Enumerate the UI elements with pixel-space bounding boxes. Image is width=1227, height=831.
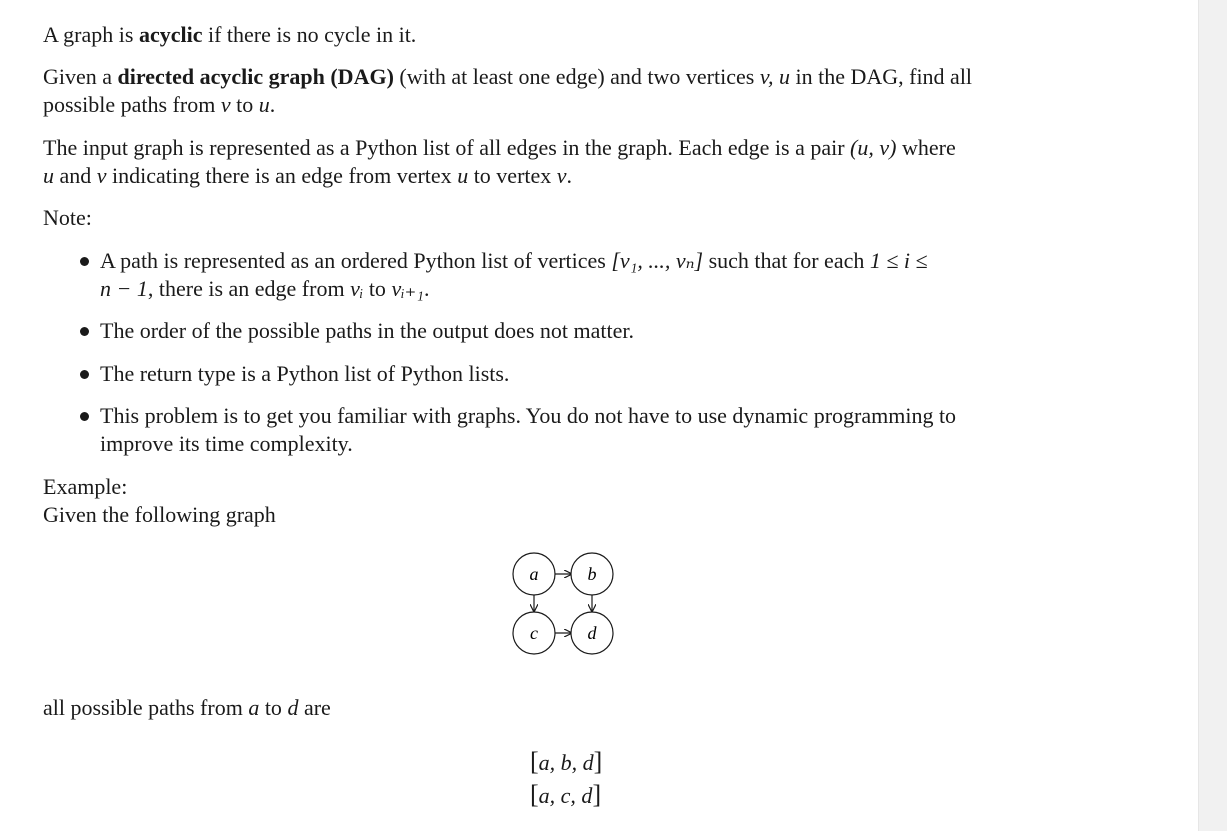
- math: vᵢ: [350, 276, 364, 301]
- dag-graph: [510, 552, 620, 656]
- text: .: [423, 276, 430, 301]
- text: are: [298, 695, 331, 720]
- list-item: [100, 360, 1085, 388]
- math: u: [43, 163, 54, 188]
- example-given: Given the following graph: [43, 502, 276, 527]
- term-dag: directed acyclic graph (DAG): [117, 64, 394, 89]
- bracket: [: [530, 747, 539, 776]
- list-item-line: improve its time complexity.: [100, 431, 353, 456]
- node-d-label: d: [587, 623, 597, 643]
- math: n − 1: [100, 276, 148, 301]
- bullet-icon: [80, 370, 89, 379]
- math: [v₁, ..., vₙ]: [611, 248, 704, 273]
- path-row: [530, 745, 650, 778]
- text: A path is represented as an ordered Python list of vertices: [100, 248, 612, 273]
- text: such that for each: [703, 248, 870, 273]
- math: v, u: [759, 64, 790, 89]
- bracket: [: [530, 780, 539, 809]
- paragraph-acyclic-definition: [43, 21, 1088, 49]
- note-label: Note:: [43, 205, 92, 230]
- math: 1 ≤ i ≤: [869, 248, 928, 273]
- list-item-line: This problem is to get you familiar with graphs. You do not have to use dynamic programming to: [100, 403, 957, 428]
- math: vᵢ₊₁: [391, 276, 424, 301]
- math: (u, v): [850, 135, 897, 160]
- text: Given a: [43, 64, 118, 89]
- example-label: Example:: [43, 474, 128, 499]
- text: .: [269, 92, 276, 117]
- node-b-label: b: [587, 564, 597, 584]
- bullet-icon: [80, 327, 89, 336]
- path-vertices: a, c, d: [538, 783, 593, 808]
- list-item: [100, 247, 1085, 303]
- path-vertices: a, b, d: [538, 750, 594, 775]
- text: all possible paths from: [43, 695, 249, 720]
- list-item-line: [100, 247, 1085, 275]
- math: a: [248, 695, 260, 720]
- math: v: [556, 163, 567, 188]
- text: to: [230, 92, 259, 117]
- text: to vertex: [468, 163, 557, 188]
- path-list: [530, 745, 650, 811]
- node-c-label: c: [530, 623, 538, 643]
- bullet-icon: [80, 257, 89, 266]
- bracket: ]: [593, 747, 603, 776]
- text: indicating there is an edge from vertex: [106, 163, 458, 188]
- math: u: [258, 92, 270, 117]
- text: (with at least one edge) and two vertices: [393, 64, 760, 89]
- list-item-line: The order of the possible paths in the output does not matter.: [100, 318, 635, 343]
- text: .: [566, 163, 573, 188]
- text: to: [363, 276, 392, 301]
- text: possible paths from: [43, 92, 221, 117]
- paragraph-problem-line2: [43, 91, 1088, 119]
- math: u: [457, 163, 469, 188]
- list-item: [100, 402, 1085, 458]
- paragraph-result: [43, 694, 1088, 722]
- paragraph-input-line1: [43, 134, 1088, 162]
- text: where: [896, 135, 956, 160]
- text: A graph is: [43, 22, 139, 47]
- text: in the DAG, find all: [789, 64, 973, 89]
- scrollbar-track[interactable]: [1198, 0, 1227, 831]
- paragraph-input-line2: [43, 162, 1088, 190]
- path-row: [530, 778, 650, 811]
- math: v: [220, 92, 231, 117]
- list-item-line: [100, 275, 1085, 303]
- list-item-line: The return type is a Python list of Python lists.: [100, 361, 510, 386]
- text: and: [54, 163, 97, 188]
- math: d: [287, 695, 299, 720]
- list-item: [100, 317, 1085, 345]
- text: if there is no cycle in it.: [202, 22, 417, 47]
- math: v: [96, 163, 107, 188]
- node-a-label: a: [529, 564, 539, 584]
- paragraph-problem-line1: [43, 63, 1088, 91]
- term-acyclic: acyclic: [138, 22, 203, 47]
- bracket: ]: [592, 780, 602, 809]
- text: to: [259, 695, 288, 720]
- bullet-icon: [80, 412, 89, 421]
- text: The input graph is represented as a Python list of all edges in the graph. Each edge is a pair: [43, 135, 851, 160]
- text: , there is an edge from: [147, 276, 351, 301]
